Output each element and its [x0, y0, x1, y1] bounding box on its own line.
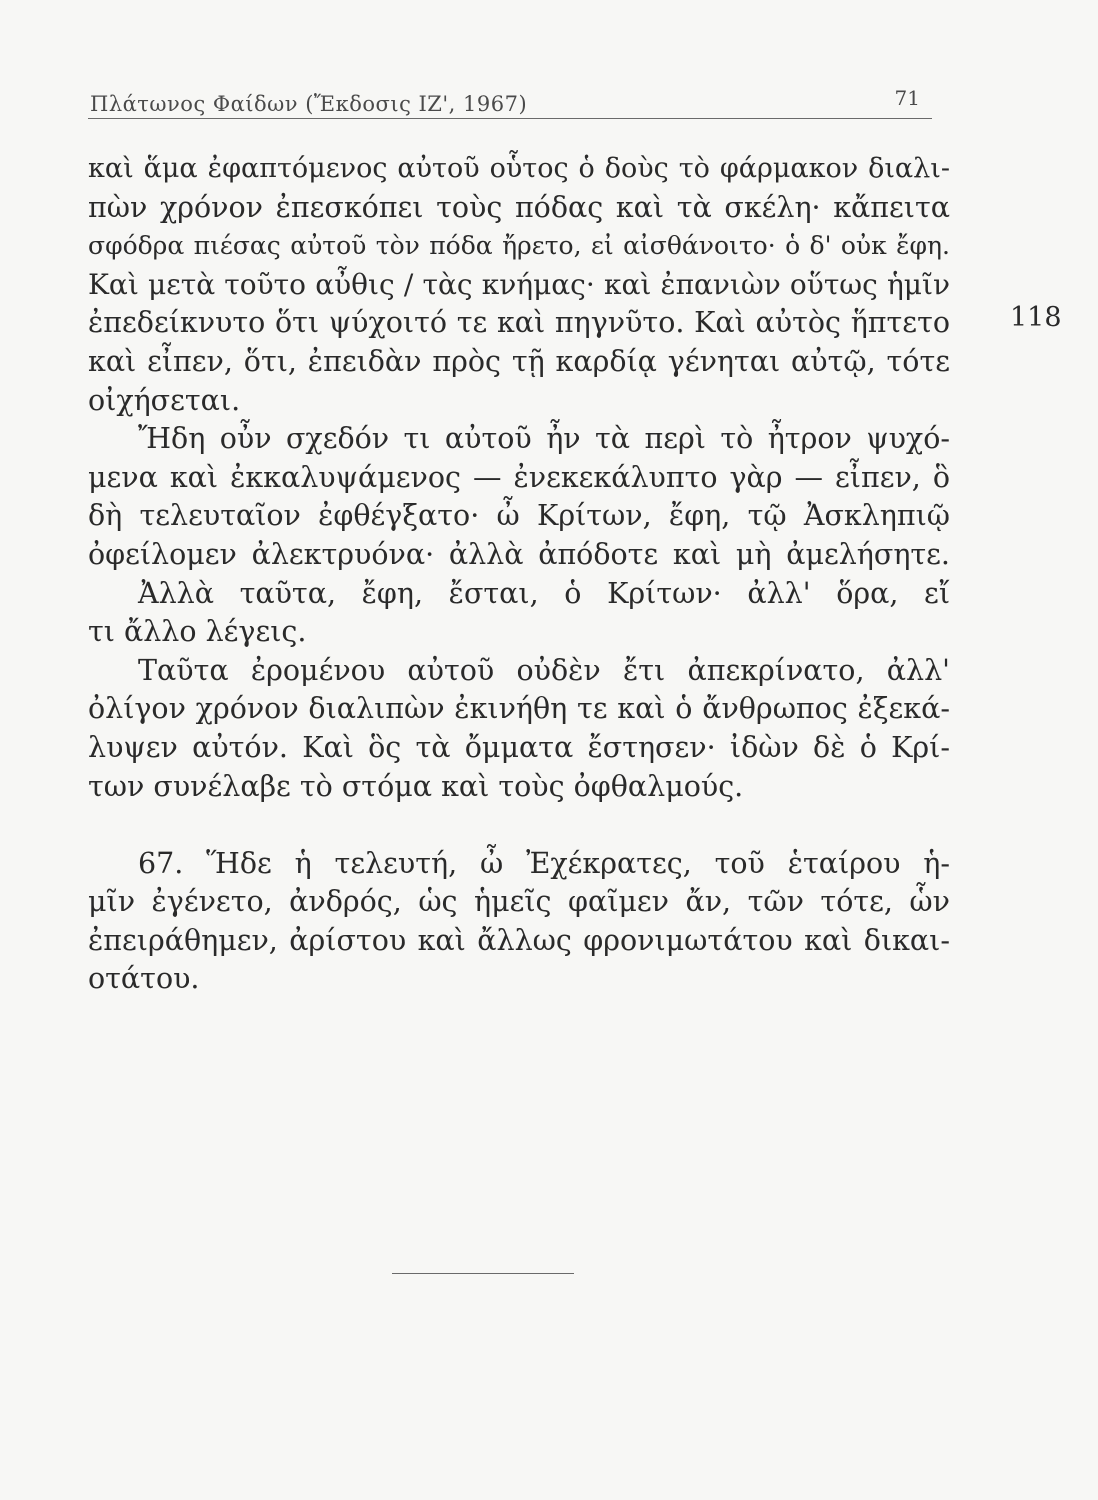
text-line: τι ἄλλο λέγεις. [88, 615, 307, 649]
text-line: οἰχήσεται. [88, 383, 241, 417]
text-line: σφόδρα πιέσας αὐτοῦ τὸν πόδα ἤρετο, εἰ αἰσθάνοιτο· ὁ δ' οὐκ ἔφη. [88, 231, 950, 261]
text-line: 67. Ἥδε ἡ τελευτή, ὦ Ἐχέκρατες, τοῦ ἑταίρου ἡ- [138, 846, 950, 880]
end-rule [392, 1273, 574, 1274]
running-header [90, 86, 930, 116]
text-line: ὀφείλομεν ἀλεκτρυόνα· ἀλλὰ ἀπόδοτε καὶ μὴ ἀμελήσητε. [88, 537, 950, 571]
text-line: Καὶ μετὰ τοῦτο αὖθις / τὰς κνήμας· καὶ ἐπανιὼν οὕτως ἡμῖν [88, 267, 950, 301]
text-line: Ἀλλὰ ταῦτα, ἔφη, ἔσται, ὁ Κρίτων· ἀλλ' ὅρα, εἴ [138, 576, 950, 610]
main-text [88, 150, 950, 999]
text-line: Ταῦτα ἐρομένου αὐτοῦ οὐδὲν ἔτι ἀπεκρίνατο, ἀλλ' [138, 653, 950, 687]
text-line: μῖν ἐγένετο, ἀνδρός, ὡς ἡμεῖς φαῖμεν ἄν, τῶν τότε, ὧν [88, 885, 950, 919]
running-title: Πλάτωνος Φαίδων (Ἔκδοσις ΙΖ', 1967) [90, 92, 528, 116]
header-rule [88, 118, 932, 119]
text-line: καὶ ἅμα ἐφαπτόμενος αὐτοῦ οὗτος ὁ δοὺς τὸ φάρμακον διαλι- [88, 153, 950, 184]
text-line: δὴ τελευταῖον ἐφθέγξατο· ὦ Κρίτων, ἔφη, τῷ Ἀσκληπιῷ [88, 499, 950, 533]
text-line: Ἤδη οὖν σχεδόν τι αὐτοῦ ἦν τὰ περὶ τὸ ἦτρον ψυχό- [138, 422, 950, 456]
text-line: ἐπεδείκνυτο ὅτι ψύχοιτό τε καὶ πηγνῦτο. Καὶ αὐτὸς ἥπτετο [88, 306, 950, 340]
text-line: καὶ εἶπεν, ὅτι, ἐπειδὰν πρὸς τῇ καρδίᾳ γένηται αὐτῷ, τότε [88, 344, 950, 378]
text-line: λυψεν αὐτόν. Καὶ ὃς τὰ ὄμματα ἔστησεν· ἰδὼν δὲ ὁ Κρί- [88, 730, 950, 764]
text-line: ἐπειράθημεν, ἀρίστου καὶ ἄλλως φρονιμωτάτου καὶ δικαι- [88, 923, 950, 957]
text-line: οτάτου. [88, 962, 200, 996]
text-line: ὀλίγον χρόνον διαλιπὼν ἐκινήθη τε καὶ ὁ ἄνθρωπος ἐξεκά- [88, 692, 950, 726]
margin-line-number: 118 [1010, 302, 1062, 333]
text-line: των συνέλαβε τὸ στόμα καὶ τοὺς ὀφθαλμούς. [88, 769, 744, 803]
paragraph-gap [88, 806, 950, 845]
text-line: μενα καὶ ἐκκαλυψάμενος — ἐνεκεκάλυπτο γὰρ — εἶπεν, ὃ [88, 460, 950, 494]
text-line: πὼν χρόνον ἐπεσκόπει τοὺς πόδας καὶ τὰ σκέλη· κἄπειτα [88, 190, 950, 224]
page-number: 71 [894, 86, 920, 110]
